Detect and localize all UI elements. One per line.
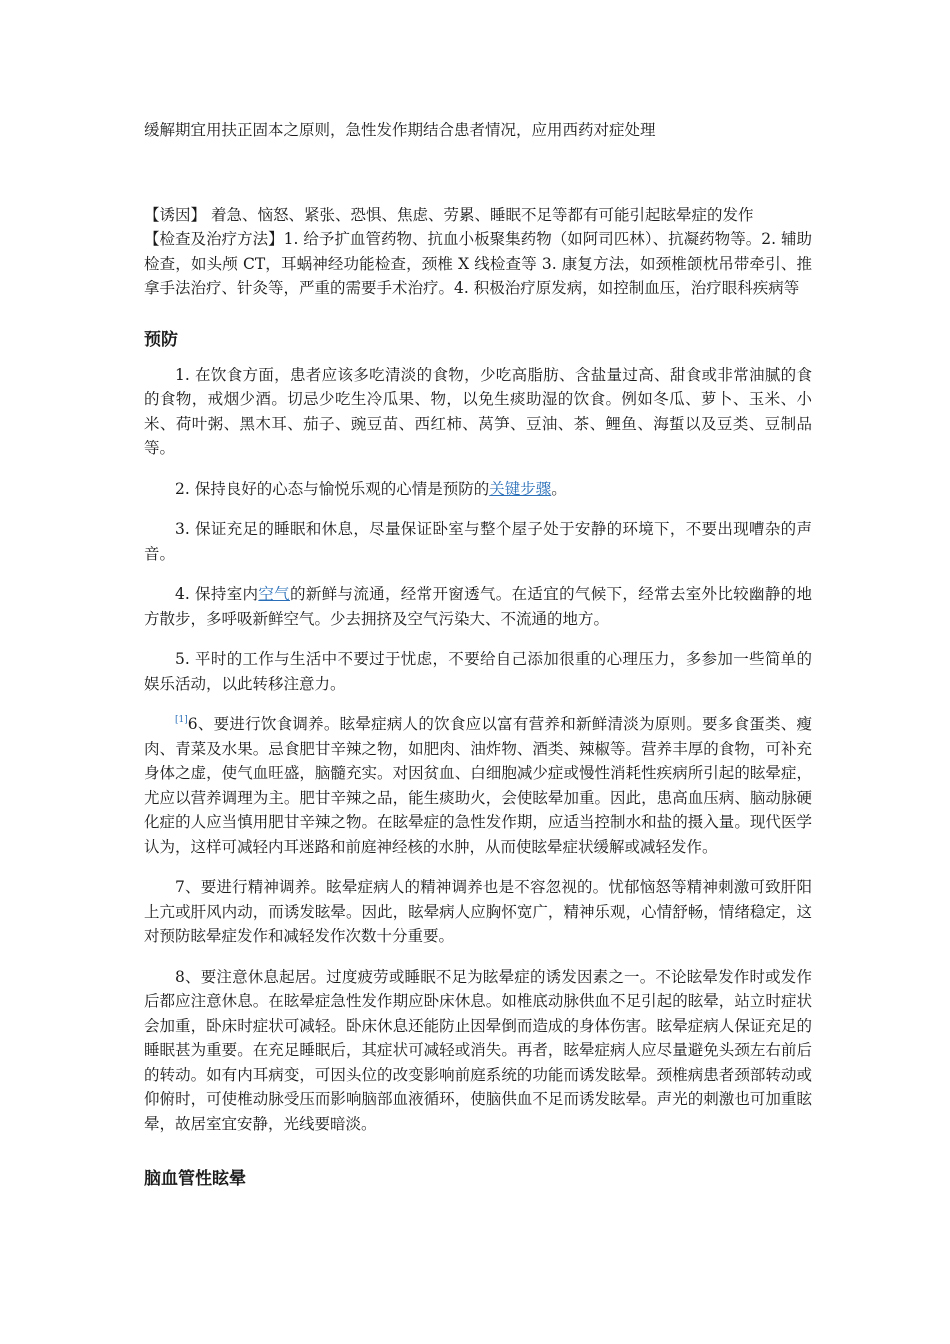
intro-paragraph: 缓解期宜用扶正固本之原则，急性发作期结合患者情况，应用西药对症处理 [144,121,656,139]
prevention-item-4-text: 4. 保持室内 [175,585,259,603]
prevention-item-7: 7、要进行精神调养。眩晕症病人的精神调养也是不容忽视的。忧郁恼怒等精神刺激可致肝阳上亢或肝风内动，而诱发眩晕。因此，眩晕病人应胸怀宽广，精神乐观，心情舒畅，情绪稳定，这对预防眩晕症发作和减轻发作次数十分重要。 [144,878,812,945]
prevention-item-4 [144,582,812,631]
prevention-item-4-rest: 的新鲜与流通，经常开窗透气。在适宜的气候下，经常去室外比较幽静的地方散步，多呼吸新鲜空气。少去拥挤及空气污染大、不流通的地方。 [144,585,812,628]
prevention-heading: 预防 [144,329,178,350]
document-page [144,118,812,1202]
reference-link[interactable]: [1] [175,715,188,725]
prevention-item-1: 1. 在饮食方面，患者应该多吃清淡的食物，少吃高脂肪、含盐量过高、甜食或非常油腻的食的食物，戒烟少酒。切忌少吃生冷瓜果、物，以免生痰助湿的饮食。例如冬瓜、萝卜、玉米、小米、荷叶粥、黑木耳、茄子、豌豆苗、西红柿、莴笋、豆油、茶、鲤鱼、海蜇以及豆类、豆制品等。 [144,365,812,457]
prevention-item-2-end: 。 [551,479,567,498]
prevention-item-3: 3. 保证充足的睡眠和休息，尽量保证卧室与整个屋子处于安静的环境下，不要出现嘈杂的声音。 [144,520,812,563]
treatment-paragraph [144,227,812,301]
prevention-item-6-text: 6、要进行饮食调养。眩晕症病人的饮食应以富有营养和新鲜清淡为原则。要多食蛋类、瘦肉、青菜及水果。忌食肥甘辛辣之物，如肥肉、油炸物、酒类、辣椒等。营养丰厚的食物，可补充身体之虚，使气血旺盛，脑髓充实。对因贫血、白细胞减少症或慢性消耗性疾病所引起的眩晕症，尤应以营养调理为主。肥甘辛辣之品，能生痰助火，会使眩晕加重。因此，患高血压病、脑动脉硬化症的人应当慎用肥甘辛辣之物。在眩晕症的急性发作期，应适当控制水和盐的摄入量。现代医学认为，这样可减轻内耳迷路和前庭神经核的水肿，从而使眩晕症状缓解或减轻发作。 [144,715,812,856]
inducement-paragraph [144,203,812,228]
prevention-item-2 [144,477,812,502]
treatment-text: 1. 给予扩血管药物、抗血小板聚集药物（如阿司匹林）、抗凝药物等。2. 辅助检查，如头颅 CT，耳蜗神经功能检查，颈椎 X 线检查等 3. 康复方法，如颈椎颌枕吊带牵引、推拿手法治疗、针灸等，严重的需要手术治疗。4. 积极治疗原发病，如控制血压，治疗眼科疾病等 [144,230,812,297]
inducement-label: 【诱因】 [144,205,207,224]
prevention-item-5: 5. 平时的工作与生活中不要过于忧虑，不要给自己添加很重的心理压力，多参加一些简单的娱乐活动，以此转移注意力。 [144,650,812,693]
key-steps-link[interactable]: 关键步骤 [489,479,552,498]
inducement-text: 着急、恼怒、紧张、恐惧、焦虑、劳累、睡眠不足等都有可能引起眩晕症的发作 [206,205,754,224]
prevention-item-2-text: 2. 保持良好的心态与愉悦乐观的心情是预防的 [175,479,490,498]
prevention-item-6 [144,712,812,859]
prevention-item-8: 8、要注意休息起居。过度疲劳或睡眠不足为眩晕症的诱发因素之一。不论眩晕发作时或发作后都应注意休息。在眩晕症急性发作期应卧床休息。如椎底动脉供血不足引起的眩晕，站立时症状会加重，卧床时症状可减轻。卧床休息还能防止因晕倒而造成的身体伤害。眩晕症病人保证充足的睡眠甚为重要。在充足睡眠后，其症状可减轻或消失。再者，眩晕症病人应尽量避免头颈左右前后的转动。如有内耳病变，可因头位的改变影响前庭系统的功能而诱发眩晕。颈椎病患者颈部转动或仰俯时，可使椎动脉受压而影响脑部血液循环，使脑供血不足而诱发眩晕。声光的刺激也可加重眩晕，故居室宜安静，光线要暗淡。 [144,967,812,1133]
inducement-and-treatment [144,203,812,301]
air-link[interactable]: 空气 [258,585,291,603]
treatment-label: 【检查及治疗方法】 [144,230,284,248]
cerebrovascular-vertigo-heading: 脑血管性眩晕 [144,1169,246,1189]
